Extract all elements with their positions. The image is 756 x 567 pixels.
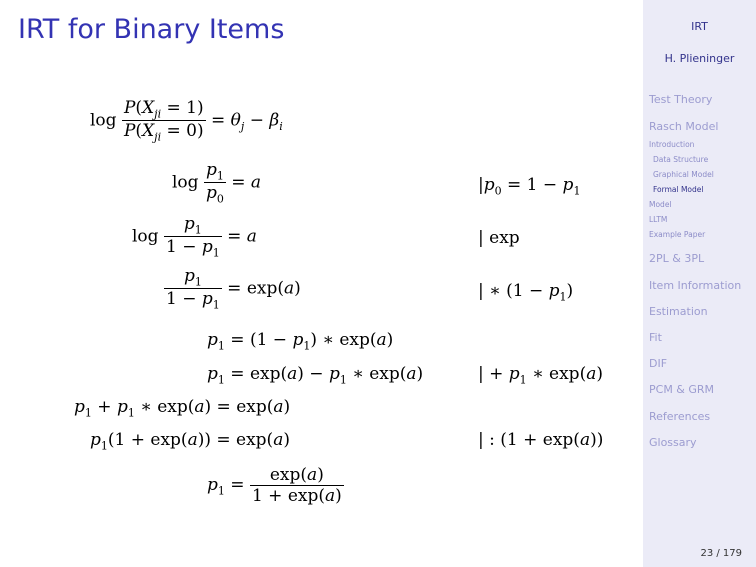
sidebar-item-model[interactable]: Model bbox=[649, 200, 672, 209]
equation-row-8: $p_1(1 + \exp(a)) = \exp(a)$ bbox=[90, 430, 290, 453]
equation-row-2: log $\frac{p_1}{p_0}$ = a bbox=[172, 160, 262, 206]
sidebar-item-data-structure[interactable]: Data Structure bbox=[653, 155, 709, 164]
sidebar-item-example-paper[interactable]: Example Paper bbox=[649, 230, 706, 239]
sidebar-item-lltm[interactable]: LLTM bbox=[649, 215, 668, 224]
equation-row-3: log $\frac{p_1}{1 - p_1}$ = a bbox=[132, 214, 257, 260]
sidebar-item-dif[interactable]: DIF bbox=[649, 357, 668, 370]
equation-note-8: | : (1 + exp(a)) bbox=[478, 430, 604, 450]
sidebar-item-fit[interactable]: Fit bbox=[649, 331, 662, 344]
equation-row-1: log $\frac{P(X_{ji} = 1)}{P(X_{ji} = 0)}$ = $\theta_j - \beta_i$ bbox=[90, 98, 283, 144]
page-number: 23 / 179 bbox=[700, 548, 742, 559]
sidebar-course-title[interactable]: IRT bbox=[691, 20, 708, 33]
sidebar-item-test-theory[interactable]: Test Theory bbox=[649, 93, 713, 106]
equation-row-7: $p_1 + p_1$ ∗ exp(a) = exp(a) bbox=[74, 397, 291, 420]
sidebar-item-rasch-model[interactable]: Rasch Model bbox=[649, 120, 719, 133]
equation-note-3: | exp bbox=[478, 228, 520, 248]
equation-row-4: $\frac{p_1}{1 - p_1}$ = exp(a) bbox=[166, 266, 301, 312]
sidebar-item-references[interactable]: References bbox=[649, 410, 711, 423]
sidebar-item-item-information[interactable]: Item Information bbox=[649, 279, 742, 292]
sidebar-item-pcm-grm[interactable]: PCM & GRM bbox=[649, 383, 715, 396]
sidebar-item-2pl-3pl[interactable]: 2PL & 3PL bbox=[649, 252, 705, 265]
sidebar-author[interactable]: H. Plieninger bbox=[664, 52, 735, 65]
sidebar bbox=[643, 0, 756, 567]
equation-note-4: | ∗ $(1 - p_1)$ bbox=[478, 281, 574, 304]
equation-row-9: $p_1$ = $\frac{\exp(a)}{1 + \exp(a)}$ bbox=[207, 465, 342, 506]
sidebar-item-introduction[interactable]: Introduction bbox=[649, 140, 695, 149]
sidebar-item-graphical-model[interactable]: Graphical Model bbox=[653, 170, 714, 179]
slide-title: IRT for Binary Items bbox=[18, 14, 285, 45]
sidebar-item-estimation[interactable]: Estimation bbox=[649, 305, 708, 318]
equation-note-6: | + $p_1$ ∗ exp(a) bbox=[478, 364, 603, 387]
sidebar-item-glossary[interactable]: Glossary bbox=[649, 436, 697, 449]
equation-row-5: $p_1 = (1 - p_1)$ ∗ exp(a) bbox=[207, 330, 394, 353]
equation-note-2: $|p_0 = 1 - p_1$ bbox=[478, 175, 581, 198]
sidebar-item-formal-model[interactable]: Formal Model bbox=[653, 185, 704, 194]
equation-row-6: $p_1 = \exp(a) - p_1$ ∗ exp(a) bbox=[207, 364, 424, 387]
